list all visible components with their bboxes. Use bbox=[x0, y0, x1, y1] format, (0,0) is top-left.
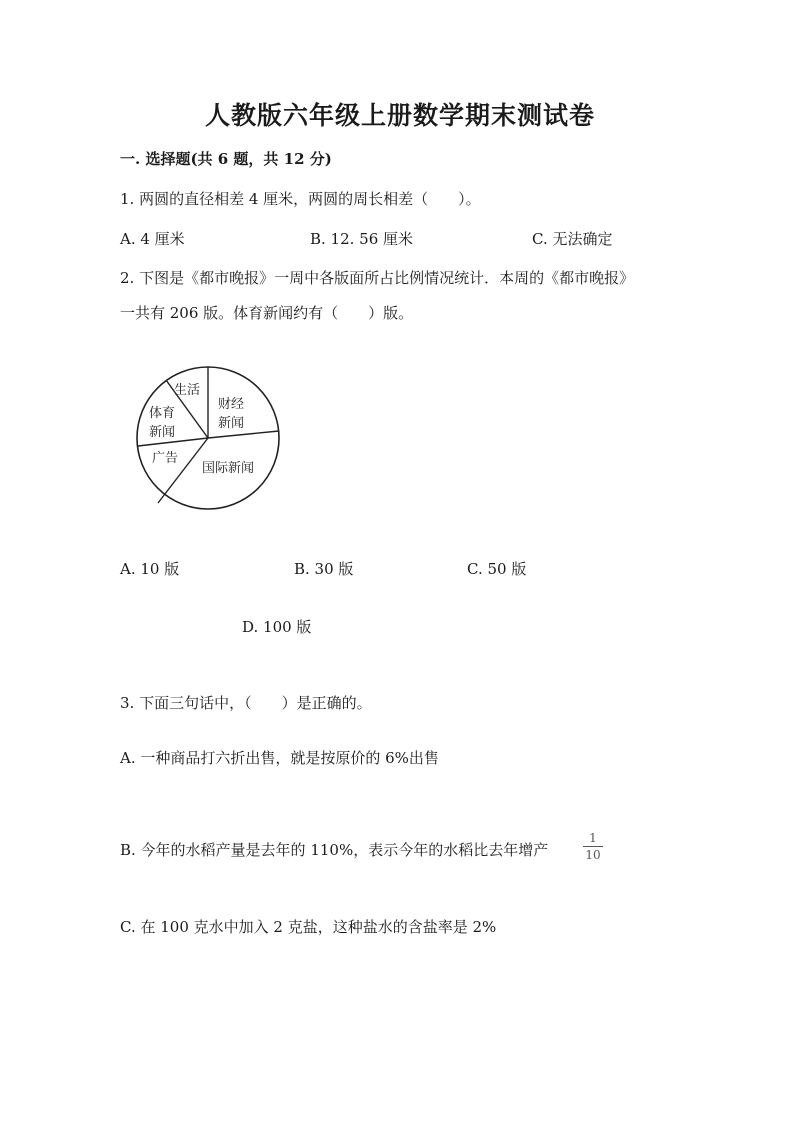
question-2-option-c: C. 50 版 bbox=[467, 560, 527, 578]
pie-label-finance-1: 财经 bbox=[218, 397, 245, 412]
question-2-option-a: A. 10 版 bbox=[120, 560, 180, 578]
pie-label-life: 生活 bbox=[174, 383, 201, 398]
fraction-numerator: 1 bbox=[589, 831, 597, 845]
page-title: 人教版六年级上册数学期末测试卷 bbox=[204, 101, 595, 130]
question-1-option-a: A. 4 厘米 bbox=[120, 230, 185, 248]
question-1-option-b: B. 12. 56 厘米 bbox=[310, 230, 414, 248]
pie-label-intl: 国际新闻 bbox=[202, 461, 255, 476]
question-2-option-d: D. 100 版 bbox=[242, 618, 312, 636]
pie-label-finance-2: 新闻 bbox=[218, 416, 245, 431]
pie-label-sports-2: 新闻 bbox=[149, 425, 176, 440]
question-2-option-b: B. 30 版 bbox=[294, 560, 354, 578]
question-3-option-c: C. 在 100 克水中加入 2 克盐，这种盐水的含盐率是 2% bbox=[120, 918, 497, 936]
fraction-one-tenth bbox=[583, 831, 603, 862]
question-3-option-a: A. 一种商品打六折出售，就是按原价的 6%出售 bbox=[120, 749, 439, 767]
pie-label-ads: 广告 bbox=[152, 451, 179, 466]
fraction-bar bbox=[583, 846, 603, 847]
pie-divider-bottom bbox=[158, 438, 208, 503]
question-1-option-c: C. 无法确定 bbox=[532, 230, 613, 248]
fraction-denominator: 10 bbox=[585, 848, 601, 862]
question-3-text: 3. 下面三句话中，（ ）是正确的。 bbox=[120, 694, 372, 712]
question-1-text: 1. 两圆的直径相差 4 厘米，两圆的周长相差（ ）。 bbox=[120, 190, 481, 208]
question-3-option-b: B. 今年的水稻产量是去年的 110%，表示今年的水稻比去年增产 bbox=[120, 841, 549, 859]
newspaper-pie-figure bbox=[128, 358, 288, 518]
question-2-text-line1: 2. 下图是《都市晚报》一周中各版面所占比例情况统计．本周的《都市晚报》 bbox=[120, 269, 635, 287]
question-2-text-line2: 一共有 206 版。体育新闻约有（ ）版。 bbox=[120, 304, 414, 322]
pie-label-sports-1: 体育 bbox=[149, 406, 176, 421]
section-heading: 一. 选择题(共 6 题，共 12 分) bbox=[120, 150, 332, 168]
pie-divider-right bbox=[208, 431, 279, 438]
